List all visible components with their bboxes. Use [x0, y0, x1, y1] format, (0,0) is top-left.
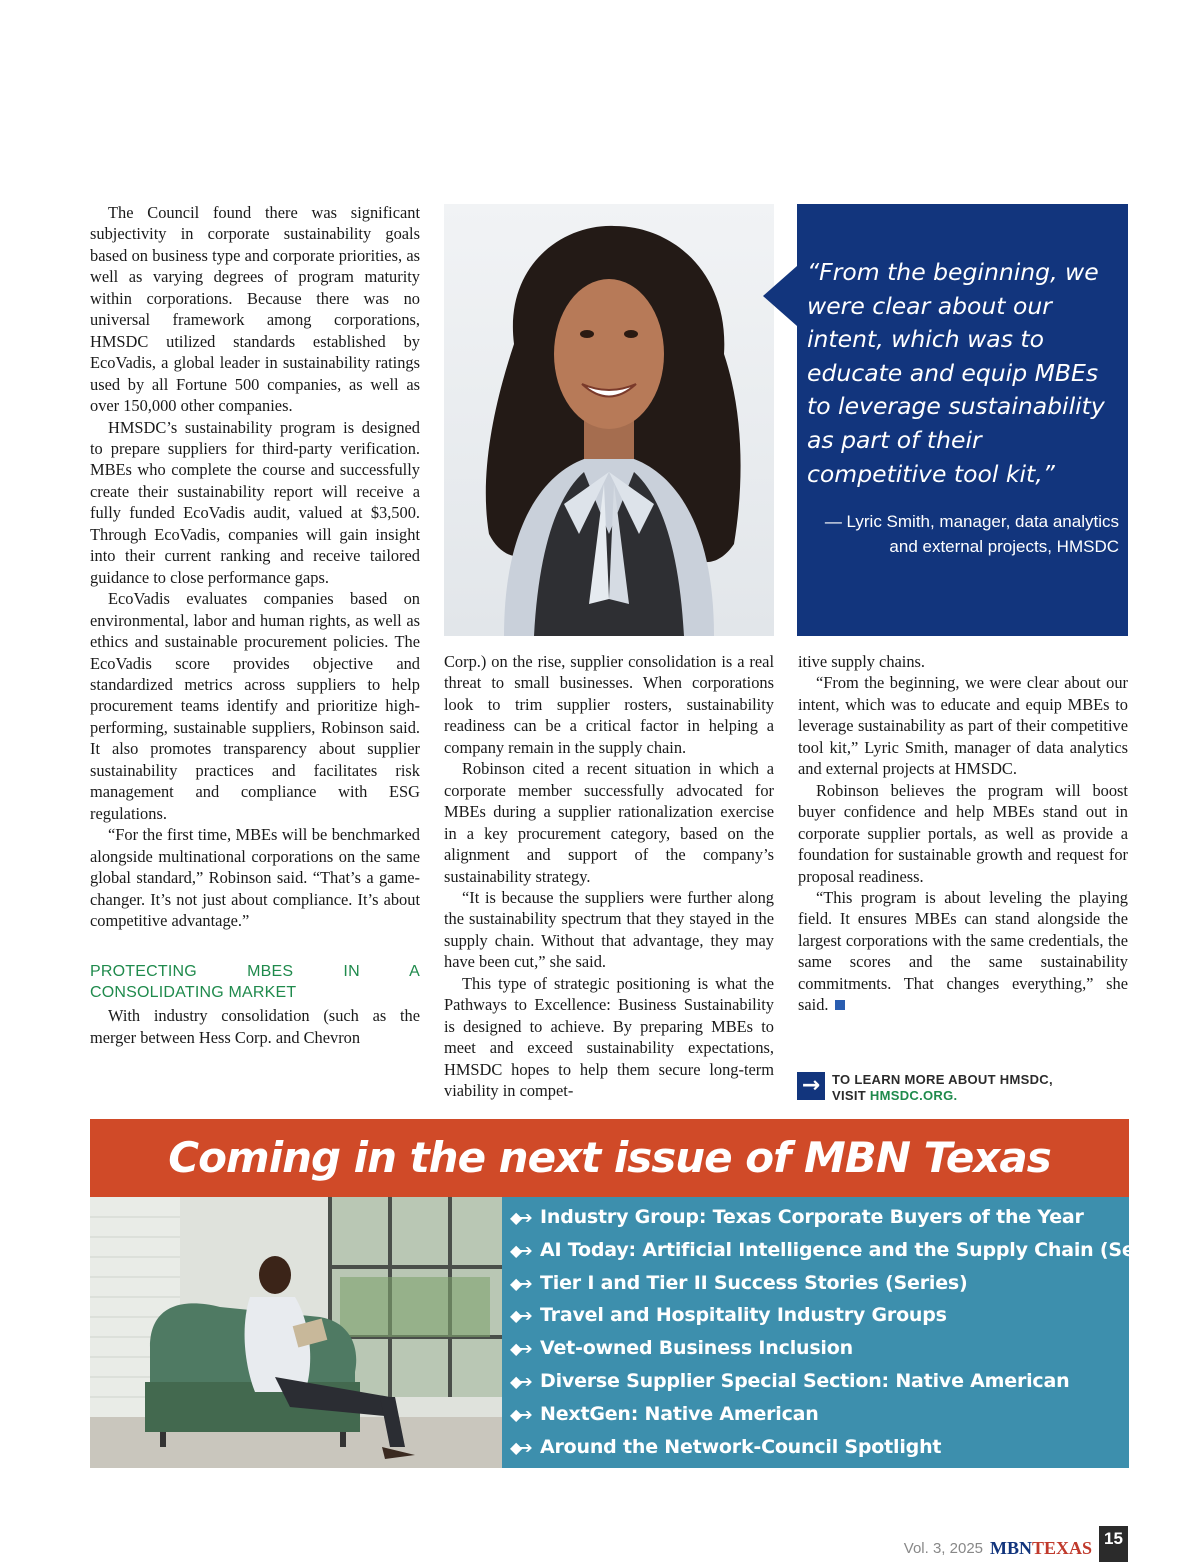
double-arrow-icon: ◆➔ [510, 1240, 530, 1260]
double-arrow-icon: ◆➔ [510, 1371, 530, 1391]
brand-mbn: MBN [989, 1538, 1032, 1558]
list-item [510, 1332, 1129, 1365]
reading-man-photo [90, 1197, 502, 1468]
double-arrow-icon: ◆➔ [510, 1306, 530, 1326]
list-item [510, 1201, 1129, 1234]
paragraph [798, 887, 1128, 1016]
list-item [510, 1365, 1129, 1398]
article-column-2 [444, 651, 774, 1102]
page-number: 15 [1099, 1526, 1128, 1562]
hmsdc-link[interactable]: HMSDC.ORG. [869, 1087, 958, 1103]
arrow-right-icon: → [797, 1072, 825, 1100]
double-arrow-icon: ◆➔ [510, 1339, 530, 1359]
brand-texas: TEXAS [1031, 1538, 1092, 1558]
section-subhead: PROTECTING MBES IN A CONSOLIDATING MARKET [90, 963, 420, 1002]
pull-quote [797, 204, 1128, 636]
volume-label: Vol. 3, 2025 [903, 1540, 983, 1557]
paragraph: The Council found there was significant subjectivity in corporate sustainability goals based on business type and corporate priorities, as well as varying degrees of program maturity within corporations. Because there was no universal framework among corporations, HMSDC utilized standards established by EcoVadis, a global leader in sustainability ratings used by all Fortune 500 companies, as well as over 150,000 other companies. [90, 203, 420, 416]
double-arrow-icon: ◆➔ [510, 1404, 530, 1424]
learn-more-line [832, 1088, 1122, 1104]
topic-label: Vet-owned Business Inclusion [540, 1337, 853, 1360]
paragraph: EcoVadis evaluates companies based on environmental, labor and human rights, as well as ethics and sustainable procurement policies. The EcoVadis score provides objective and standardized metrics across suppliers to help procurement teams identify and prioritize high-performing, sustainable suppliers, Robinson said. It also promotes transparency about supplier sustainability practices and facilitates risk management and compliance with ESG regulations. [90, 589, 420, 823]
paragraph: HMSDC’s sustainability program is designed to prepare suppliers for third-party verification. MBEs who complete the course and successfully create their sustainability report will receive a fully funded EcoVadis audit, valued at $3,500. Through EcoVadis, companies will gain insight into their current ranking and receive tailored guidance to close performance gaps. [90, 417, 420, 587]
paragraph: “It is because the suppliers were further along the sustainability spectrum that they stayed in the supply chain. Without that advantage, they may have been cut,” she said. [444, 887, 774, 972]
upcoming-topics-panel [502, 1197, 1183, 1468]
end-mark-icon [835, 1000, 845, 1010]
double-arrow-icon: ◆➔ [510, 1208, 530, 1227]
learn-more-text [832, 1072, 1122, 1103]
quote-pointer-shape [763, 266, 797, 326]
list-item [510, 1431, 1129, 1464]
topic-label: AI Today: Artificial Intelligence and the Supply Chain (Series) [540, 1238, 1183, 1261]
pull-quote-attribution: — Lyric Smith, manager, data analytics and external projects, HMSDC [824, 512, 1119, 556]
paragraph: Robinson cited a recent situation in which a corporate member successfully advocated for MBEs during a supplier rationalization exercise in a key procurement category, based on the alignment and support of the company’s sustainability strategy. [444, 759, 774, 886]
topic-label: Industry Group: Texas Corporate Buyers of the Year [540, 1206, 1084, 1228]
double-arrow-icon: ◆➔ [510, 1437, 530, 1457]
paragraph: itive supply chains. [798, 652, 926, 671]
topic-label: Around the Network-Council Spotlight [540, 1435, 942, 1458]
double-arrow-icon: ◆➔ [510, 1273, 530, 1293]
topic-label: Travel and Hospitality Industry Groups [540, 1304, 947, 1327]
article-column-1 [90, 202, 420, 1048]
list-item [510, 1299, 1129, 1332]
list-item [510, 1234, 1183, 1267]
portrait-photo [444, 204, 774, 636]
learn-more-prefix: VISIT [832, 1087, 870, 1103]
paragraph: Robinson believes the program will boost buyer confidence and help MBEs stand out in corporate supplier portals, as well as provide a foundation for sustainable growth and request for proposal readiness. [798, 780, 1128, 886]
paragraph: With industry consolidation (such as the merger between Hess Corp. and Chevron [90, 1006, 420, 1047]
article-column-3 [798, 651, 1128, 1016]
magazine-brand [990, 1538, 1092, 1559]
paragraph: This type of strategic positioning is what the Pathways to Excellence: Business Sustainability is designed to achieve. By preparing MBEs to meet and exceed sustainability expectations, HMSDC hopes to help them secure long-term viability in compet- [444, 973, 774, 1101]
topic-label: Diverse Supplier Special Section: Native American [540, 1369, 1070, 1392]
list-item [510, 1267, 1129, 1300]
paragraph: Corp.) on the rise, supplier consolidation is a real threat to small businesses. When corporations look to trim supplier rosters, sustainability readiness can be a critical factor in helping a company remain in the supply chain. [444, 652, 774, 757]
paragraph: “For the first time, MBEs will be benchmarked alongside multinational corporations on the same global standard,” Robinson said. “That’s a game-changer. It’s not just about compliance. It’s about competitive advantage.” [90, 825, 420, 930]
next-issue-banner [90, 1119, 1183, 1468]
list-item [510, 1398, 1129, 1431]
topic-label: Tier I and Tier II Success Stories (Series) [540, 1271, 968, 1294]
upcoming-topics-list [502, 1197, 1183, 1463]
topic-label: NextGen: Native American [540, 1402, 819, 1425]
learn-more-line: TO LEARN MORE ABOUT HMSDC, [832, 1072, 1053, 1087]
learn-more-callout [797, 1072, 1127, 1106]
paragraph: “From the beginning, we were clear about our intent, which was to educate and equip MBEs to leverage sustainability as part of their competitive tool kit,” Lyric Smith, manager of data analytics and external projects at HMSDC. [798, 673, 1128, 779]
paragraph-text: “This program is about leveling the playing field. It ensures MBEs can stand alongside the largest corporations with the same credentials, the same scores and the same sustainability commitments. That changes everything,” she said. [798, 887, 1128, 1015]
pull-quote-text: “From the beginning, we were clear about our intent, which was to educate and equip MBEs to leverage sustainability as part of their competitive tool kit,” [807, 258, 1105, 488]
banner-title: Coming in the next issue of MBN Texas [90, 1119, 1129, 1197]
